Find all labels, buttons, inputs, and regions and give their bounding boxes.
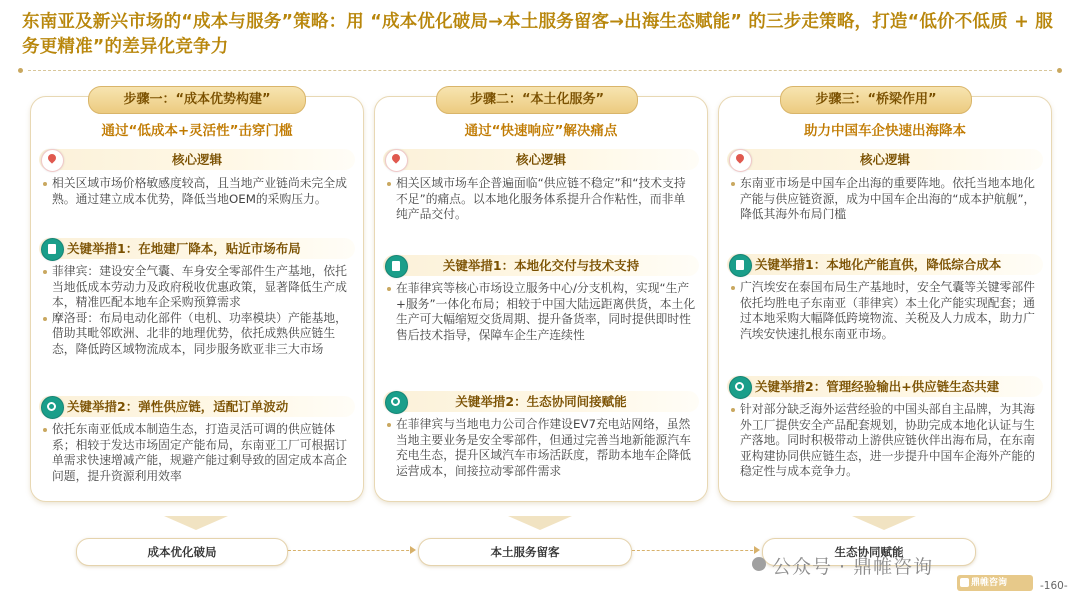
core-logic-text: 相关区域市场价格敏感度较高，且当地产业链尚未完全成熟。通过建立成本优势，降低当地OEM的采购压力。	[43, 176, 353, 207]
wechat-icon	[752, 557, 766, 571]
measure2-label: 关键举措2：生态协同间接赋能	[455, 394, 627, 409]
measure1-text: 广汽埃安在泰国布局生产基地时，安全气囊等关键零部件依托均胜电子东南亚（菲律宾）本土化产能实现配套；通过本地采购大幅降低跨境物流、关税及人力成本，助力广汽埃安快速扎根东南亚市场。	[731, 280, 1041, 342]
core-logic-text: 相关区域市场车企普遍面临“供应链不稳定”和“技术支持不足”的痛点。以本地化服务体系提升合作粘性，而非单纯产品交付。	[387, 176, 697, 223]
step-three-measure2-header	[727, 376, 1043, 397]
list-item: 摩洛哥：布局电动化部件（电机、功率模块）产能基地，借助其毗邻欧洲、北非的地理优势，依托成熟供应链生态，降低跨区域物流成本，同步服务欧亚非三大市场	[43, 311, 353, 358]
step-two-core-text	[387, 176, 697, 223]
core-logic-label: 核心逻辑	[515, 152, 566, 167]
step-three-subtitle: 助力中国车企快速出海降本	[804, 123, 966, 139]
measure2-text: 依托东南亚低成本制造生态，打造灵活可调的供应链体系；相较于发达市场固定产能布局，东南亚工厂可根据订单需求快速增减产能，规避产能过剩导致的固定成本高企问题，提升资源利用效率	[43, 422, 353, 484]
gear-icon	[729, 376, 752, 399]
step-one-card	[30, 96, 364, 502]
page-number: -160-	[1040, 580, 1068, 592]
flow-step-one: 成本优化破局	[76, 538, 288, 566]
measure2-label: 关键举措2：管理经验输出+供应链生态共建	[755, 379, 1000, 394]
step-one-subtitle: 通过“低成本+灵活性”击穿门槛	[101, 123, 293, 139]
step-one-measure2-header	[39, 396, 355, 417]
step-three-tab: 步骤三：“桥梁作用”	[780, 86, 972, 114]
step-one-core-text	[43, 176, 353, 207]
chevron-down-icon	[164, 516, 228, 530]
measure1-label: 关键举措1：本地化交付与技术支持	[442, 258, 640, 273]
core-logic-label: 核心逻辑	[859, 152, 910, 167]
step-one-measure1-text	[43, 264, 353, 358]
core-logic-text: 东南亚市场是中国车企出海的重要阵地。依托当地本地化产能与供应链资源，成为中国车企出海的“成本护航舰”，降低其海外布局门槛	[731, 176, 1041, 223]
logo-mark-icon	[960, 578, 969, 587]
measure2-text: 针对部分缺乏海外运营经验的中国头部自主品牌，为其海外工厂提供安全产品配套规划，协助完成本地化认证与生产落地。同时积极带动上游供应链伙伴出海布局，在东南亚构建协同供应链生态，进一步提升中国车企海外产能的稳定性与成本竞争力。	[731, 402, 1041, 480]
measure1-label: 关键举措1：本地化产能直供，降低综合成本	[755, 257, 1002, 272]
document-icon	[729, 254, 752, 277]
step-one-measure1-header	[39, 238, 355, 259]
step-one-measure2-text	[43, 422, 353, 484]
step-three-measure1-header	[727, 254, 1043, 275]
chevron-down-icon	[852, 516, 916, 530]
step-three-core-text	[731, 176, 1041, 223]
step-two-tab: 步骤二：“本土化服务”	[436, 86, 638, 114]
step-two-card	[374, 96, 708, 502]
step-three-card	[718, 96, 1052, 502]
measure2-label: 关键举措2：弹性供应链，适配订单波动	[67, 399, 289, 414]
measure2-text: 在菲律宾与当地电力公司合作建设EV7充电站网络，虽然当地主要业务是安全零部件，但通过完善当地新能源汽车充电生态，提升区域汽车市场活跃度，帮助本地车企降低运营成本，间接拉动零部件需求	[387, 417, 697, 479]
arrow-right-icon	[288, 550, 414, 552]
document-icon	[41, 238, 64, 261]
brand-logo	[957, 575, 1033, 591]
step-two-measure2-header	[383, 391, 699, 412]
step-three-measure2-text	[731, 402, 1041, 480]
step-one-tab: 步骤一：“成本优势构建”	[88, 86, 306, 114]
measure1-text: 在菲律宾等核心市场设立服务中心/分支机构，实现“生产+服务”一体化布局；相较于中国大陆远距离供货，本土化生产可大幅缩短交货周期、提升备货率，同时提供即时性售后技术指导，保障车企生产连续性	[387, 281, 697, 343]
title-divider	[18, 68, 1062, 74]
page-title: 东南亚及新兴市场的“成本与服务”策略：用 “成本优化破局→本土服务留客→出海生态赋能” 的三步走策略，打造“低价不低质 + 服务更精准”的差异化竞争力	[22, 12, 1053, 57]
step-three-core-header	[727, 149, 1043, 170]
step-three-measure1-text	[731, 280, 1041, 342]
core-logic-label: 核心逻辑	[171, 152, 222, 167]
step-two-measure1-header	[383, 255, 699, 276]
arrow-right-icon	[632, 550, 758, 552]
step-two-measure2-text	[387, 417, 697, 479]
list-item: 菲律宾：建设安全气囊、车身安全零部件生产基地，依托当地低成本劳动力及政府税收优惠政策，显著降低生产成本，精准匹配本地车企采购预算需求	[43, 264, 353, 311]
chevron-down-icon	[508, 516, 572, 530]
logo-label: 鼎帷咨询	[971, 578, 1008, 588]
flow-step-two: 本土服务留客	[418, 538, 632, 566]
step-one-core-header	[39, 149, 355, 170]
gear-icon	[41, 396, 64, 419]
measure1-label: 关键举措1：在地建厂降本，贴近市场布局	[67, 241, 301, 256]
watermark: 公众号 · 鼎帷咨询	[772, 556, 934, 578]
flow-step-three: 生态协同赋能	[762, 538, 976, 566]
step-two-measure1-text	[387, 281, 697, 343]
step-two-core-header	[383, 149, 699, 170]
step-two-subtitle: 通过“快速响应”解决痛点	[464, 123, 618, 139]
